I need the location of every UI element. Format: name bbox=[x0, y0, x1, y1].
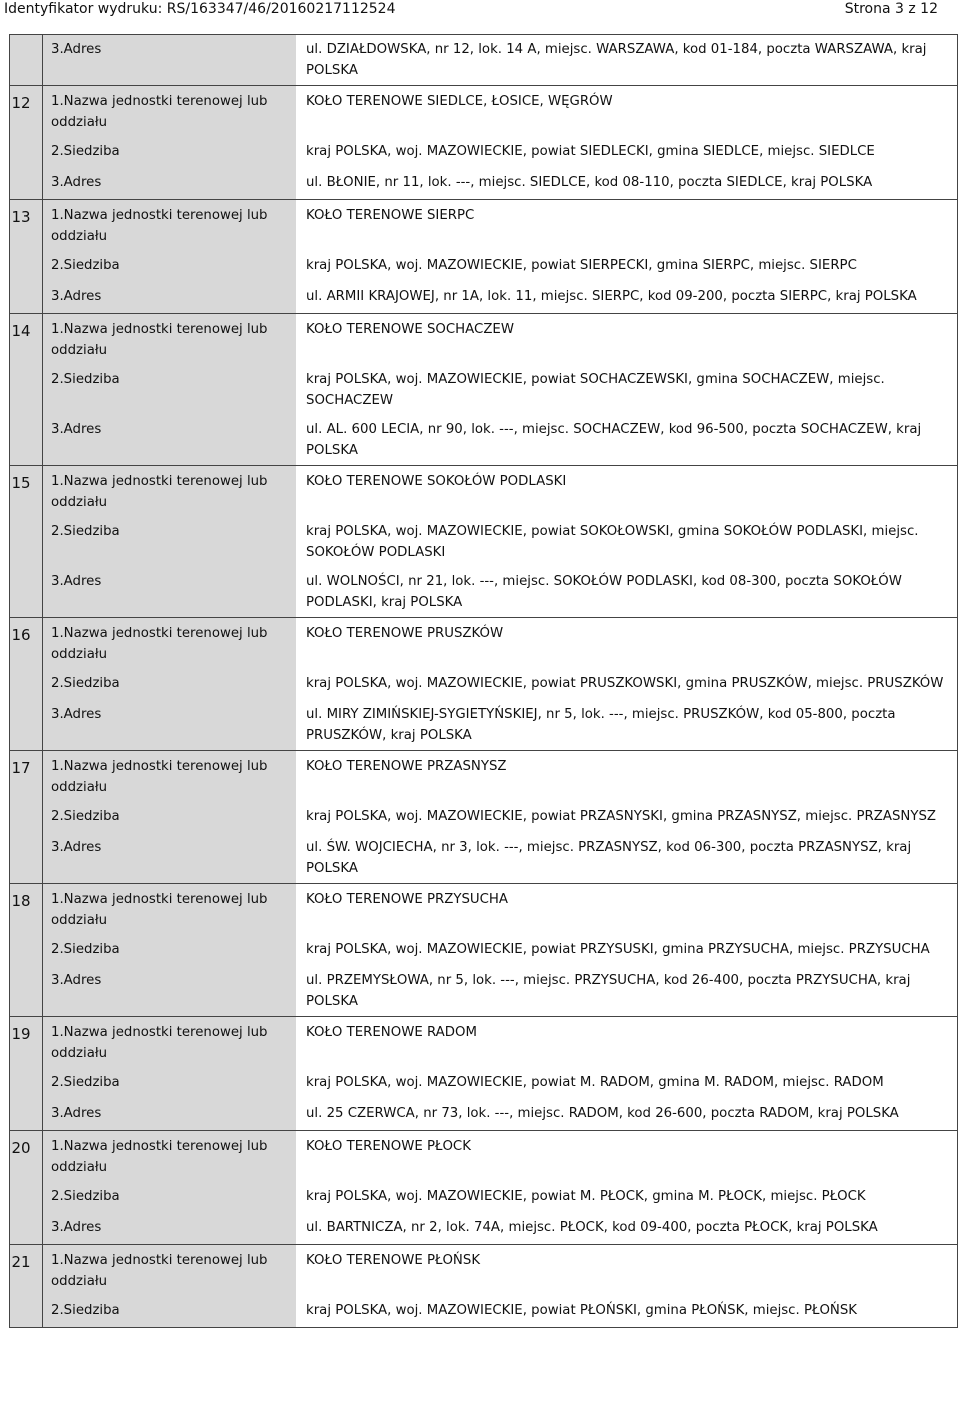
name-row bbox=[43, 1017, 957, 1068]
name-value: KOŁO TERENOWE SOCHACZEW bbox=[306, 322, 514, 337]
name-row bbox=[43, 200, 957, 251]
name-label: 1.Nazwa jednostki terenowej lub oddziału bbox=[43, 1017, 296, 1068]
address-value: ul. 25 CZERWCA, nr 73, lok. ---, miejsc. RADOM, kod 26-600, poczta RADOM, kraj POLSKA bbox=[306, 1106, 899, 1121]
name-label: 1.Nazwa jednostki terenowej lub oddziału bbox=[43, 200, 296, 251]
seat-row bbox=[43, 1182, 957, 1213]
name-row bbox=[43, 1131, 957, 1182]
seat-label: 2.Siedziba bbox=[43, 1068, 296, 1099]
seat-label: 2.Siedziba bbox=[43, 1296, 296, 1327]
seat-label: 2.Siedziba bbox=[43, 365, 296, 415]
seat-row bbox=[43, 365, 957, 415]
seat-row bbox=[43, 137, 957, 168]
address-value: ul. ARMII KRAJOWEJ, nr 1A, lok. 11, miejsc. SIERPC, kod 09-200, poczta SIERPC, kraj POLSKA bbox=[306, 289, 917, 304]
record-number-text: 13 bbox=[11, 208, 31, 226]
name-label: 1.Nazwa jednostki terenowej lub oddziału bbox=[43, 1131, 296, 1182]
name-label: 1.Nazwa jednostki terenowej lub oddziału bbox=[43, 314, 296, 365]
seat-value: kraj POLSKA, woj. MAZOWIECKIE, powiat SIEDLECKI, gmina SIEDLCE, miejsc. SIEDLCE bbox=[306, 144, 875, 159]
name-row bbox=[43, 1245, 957, 1296]
record-number-text: 16 bbox=[11, 626, 31, 644]
seat-label: 2.Siedziba bbox=[43, 517, 296, 567]
seat-row bbox=[43, 669, 957, 700]
address-label: 3.Adres bbox=[43, 833, 296, 883]
record-number-text: 21 bbox=[11, 1253, 31, 1271]
record bbox=[9, 1017, 957, 1131]
record-number-text: 20 bbox=[11, 1139, 31, 1157]
address-label: 3.Adres bbox=[43, 1099, 296, 1130]
seat-row bbox=[43, 802, 957, 833]
name-value: KOŁO TERENOWE SIEDLCE, ŁOSICE, WĘGRÓW bbox=[306, 94, 613, 109]
address-row bbox=[43, 1099, 957, 1130]
address-value: ul. MIRY ZIMIŃSKIEJ-SYGIETYŃSKIEJ, nr 5, lok. ---, miejsc. PRUSZKÓW, kod 05-800, poczta PRUSZKÓW, kraj POLSKA bbox=[306, 707, 896, 743]
record-continued bbox=[9, 35, 957, 86]
name-row bbox=[43, 618, 957, 669]
seat-value: kraj POLSKA, woj. MAZOWIECKIE, powiat M. PŁOCK, gmina M. PŁOCK, miejsc. PŁOCK bbox=[306, 1189, 866, 1204]
address-label: 3.Adres bbox=[43, 966, 296, 1016]
seat-label: 2.Siedziba bbox=[43, 251, 296, 282]
seat-value: kraj POLSKA, woj. MAZOWIECKIE, powiat PRUSZKOWSKI, gmina PRUSZKÓW, miejsc. PRUSZKÓW bbox=[306, 676, 944, 691]
records-table bbox=[9, 34, 958, 1328]
seat-label: 2.Siedziba bbox=[43, 935, 296, 966]
name-row bbox=[43, 314, 957, 365]
record-number bbox=[9, 1131, 43, 1244]
address-label: 3.Adres bbox=[43, 282, 296, 313]
record-number-text: 19 bbox=[11, 1025, 31, 1043]
name-row bbox=[43, 86, 957, 137]
address-label: 3.Adres bbox=[43, 168, 296, 199]
address-value: ul. BŁONIE, nr 11, lok. ---, miejsc. SIEDLCE, kod 08-110, poczta SIEDLCE, kraj POLSKA bbox=[306, 175, 873, 190]
name-label: 1.Nazwa jednostki terenowej lub oddziału bbox=[43, 618, 296, 669]
record-number bbox=[9, 314, 43, 465]
address-value: ul. WOLNOŚCI, nr 21, lok. ---, miejsc. SOKOŁÓW PODLASKI, kod 08-300, poczta SOKOŁÓW PODLASKI, kraj POLSKA bbox=[306, 574, 902, 610]
record bbox=[9, 751, 957, 884]
record-number bbox=[9, 35, 43, 85]
address-row bbox=[43, 282, 957, 313]
address-row bbox=[43, 966, 957, 1016]
seat-row bbox=[43, 1068, 957, 1099]
name-value: KOŁO TERENOWE PRZYSUCHA bbox=[306, 892, 509, 907]
record-number bbox=[9, 1017, 43, 1130]
address-value: ul. AL. 600 LECIA, nr 90, lok. ---, miejsc. SOCHACZEW, kod 96-500, poczta SOCHACZEW, kraj POLSKA bbox=[306, 422, 922, 458]
print-identifier: Identyfikator wydruku: RS/163347/46/20160217112524 bbox=[4, 1, 396, 17]
record-number bbox=[9, 618, 43, 750]
address-value: ul. BARTNICZA, nr 2, lok. 74A, miejsc. PŁOCK, kod 09-400, poczta PŁOCK, kraj POLSKA bbox=[306, 1220, 878, 1235]
record bbox=[9, 200, 957, 314]
record bbox=[9, 314, 957, 466]
name-row bbox=[43, 751, 957, 802]
seat-value: kraj POLSKA, woj. MAZOWIECKIE, powiat PRZYSUSKI, gmina PRZYSUCHA, miejsc. PRZYSUCHA bbox=[306, 942, 930, 957]
record-number-text: 14 bbox=[11, 322, 31, 340]
record-number-text: 15 bbox=[11, 474, 31, 492]
record-number bbox=[9, 751, 43, 883]
record bbox=[9, 466, 957, 618]
page-number: Strona 3 z 12 bbox=[844, 1, 938, 17]
record-number-text: 17 bbox=[11, 759, 31, 777]
record bbox=[9, 86, 957, 200]
seat-row bbox=[43, 1296, 957, 1327]
seat-row bbox=[43, 251, 957, 282]
seat-value: kraj POLSKA, woj. MAZOWIECKIE, powiat SIERPECKI, gmina SIERPC, miejsc. SIERPC bbox=[306, 258, 857, 273]
record-number bbox=[9, 466, 43, 617]
address-row bbox=[43, 168, 957, 199]
record-number bbox=[9, 1245, 43, 1327]
name-label: 1.Nazwa jednostki terenowej lub oddziału bbox=[43, 1245, 296, 1296]
name-row bbox=[43, 466, 957, 517]
name-label: 1.Nazwa jednostki terenowej lub oddziału bbox=[43, 884, 296, 935]
record-number bbox=[9, 200, 43, 313]
address-value: ul. ŚW. WOJCIECHA, nr 3, lok. ---, miejsc. PRZASNYSZ, kod 06-300, poczta PRZASNYSZ, kraj POLSKA bbox=[306, 840, 912, 876]
name-value: KOŁO TERENOWE PRUSZKÓW bbox=[306, 626, 504, 641]
record-number bbox=[9, 884, 43, 1016]
seat-value: kraj POLSKA, woj. MAZOWIECKIE, powiat PŁOŃSKI, gmina PŁOŃSK, miejsc. PŁOŃSK bbox=[306, 1303, 858, 1318]
record-number-text: 18 bbox=[11, 892, 31, 910]
address-label: 3.Adres bbox=[43, 35, 296, 85]
name-label: 1.Nazwa jednostki terenowej lub oddziału bbox=[43, 751, 296, 802]
record-number-text: 12 bbox=[11, 94, 31, 112]
name-value: KOŁO TERENOWE SOKOŁÓW PODLASKI bbox=[306, 474, 567, 489]
record bbox=[9, 884, 957, 1017]
seat-label: 2.Siedziba bbox=[43, 1182, 296, 1213]
address-row bbox=[43, 567, 957, 617]
name-value: KOŁO TERENOWE SIERPC bbox=[306, 208, 475, 223]
page-header bbox=[0, 0, 960, 22]
record bbox=[9, 1245, 957, 1328]
address-label: 3.Adres bbox=[43, 415, 296, 465]
record bbox=[9, 1131, 957, 1245]
seat-label: 2.Siedziba bbox=[43, 137, 296, 168]
address-value: ul. PRZEMYSŁOWA, nr 5, lok. ---, miejsc. PRZYSUCHA, kod 26-400, poczta PRZYSUCHA, kraj POLSKA bbox=[306, 973, 911, 1009]
name-value: KOŁO TERENOWE PRZASNYSZ bbox=[306, 759, 507, 774]
address-value: ul. DZIAŁDOWSKA, nr 12, lok. 14 A, miejsc. WARSZAWA, kod 01-184, poczta WARSZAWA, kraj POLSKA bbox=[306, 42, 927, 78]
address-row bbox=[43, 35, 957, 85]
address-row bbox=[43, 1213, 957, 1244]
name-value: KOŁO TERENOWE PŁOŃSK bbox=[306, 1253, 481, 1268]
name-row bbox=[43, 884, 957, 935]
name-label: 1.Nazwa jednostki terenowej lub oddziału bbox=[43, 86, 296, 137]
seat-label: 2.Siedziba bbox=[43, 802, 296, 833]
seat-value: kraj POLSKA, woj. MAZOWIECKIE, powiat PRZASNYSKI, gmina PRZASNYSZ, miejsc. PRZASNYSZ bbox=[306, 809, 936, 824]
name-value: KOŁO TERENOWE PŁOCK bbox=[306, 1139, 471, 1154]
seat-label: 2.Siedziba bbox=[43, 669, 296, 700]
record bbox=[9, 618, 957, 751]
name-label: 1.Nazwa jednostki terenowej lub oddziału bbox=[43, 466, 296, 517]
address-label: 3.Adres bbox=[43, 700, 296, 750]
address-label: 3.Adres bbox=[43, 567, 296, 617]
seat-row bbox=[43, 517, 957, 567]
address-row bbox=[43, 700, 957, 750]
record-number bbox=[9, 86, 43, 199]
seat-row bbox=[43, 935, 957, 966]
name-value: KOŁO TERENOWE RADOM bbox=[306, 1025, 477, 1040]
address-row bbox=[43, 833, 957, 883]
address-row bbox=[43, 415, 957, 465]
seat-value: kraj POLSKA, woj. MAZOWIECKIE, powiat SOCHACZEWSKI, gmina SOCHACZEW, miejsc. SOCHACZEW bbox=[306, 372, 885, 408]
seat-value: kraj POLSKA, woj. MAZOWIECKIE, powiat M. RADOM, gmina M. RADOM, miejsc. RADOM bbox=[306, 1075, 884, 1090]
seat-value: kraj POLSKA, woj. MAZOWIECKIE, powiat SOKOŁOWSKI, gmina SOKOŁÓW PODLASKI, miejsc. SOKOŁÓW PODLASKI bbox=[306, 524, 919, 560]
address-label: 3.Adres bbox=[43, 1213, 296, 1244]
